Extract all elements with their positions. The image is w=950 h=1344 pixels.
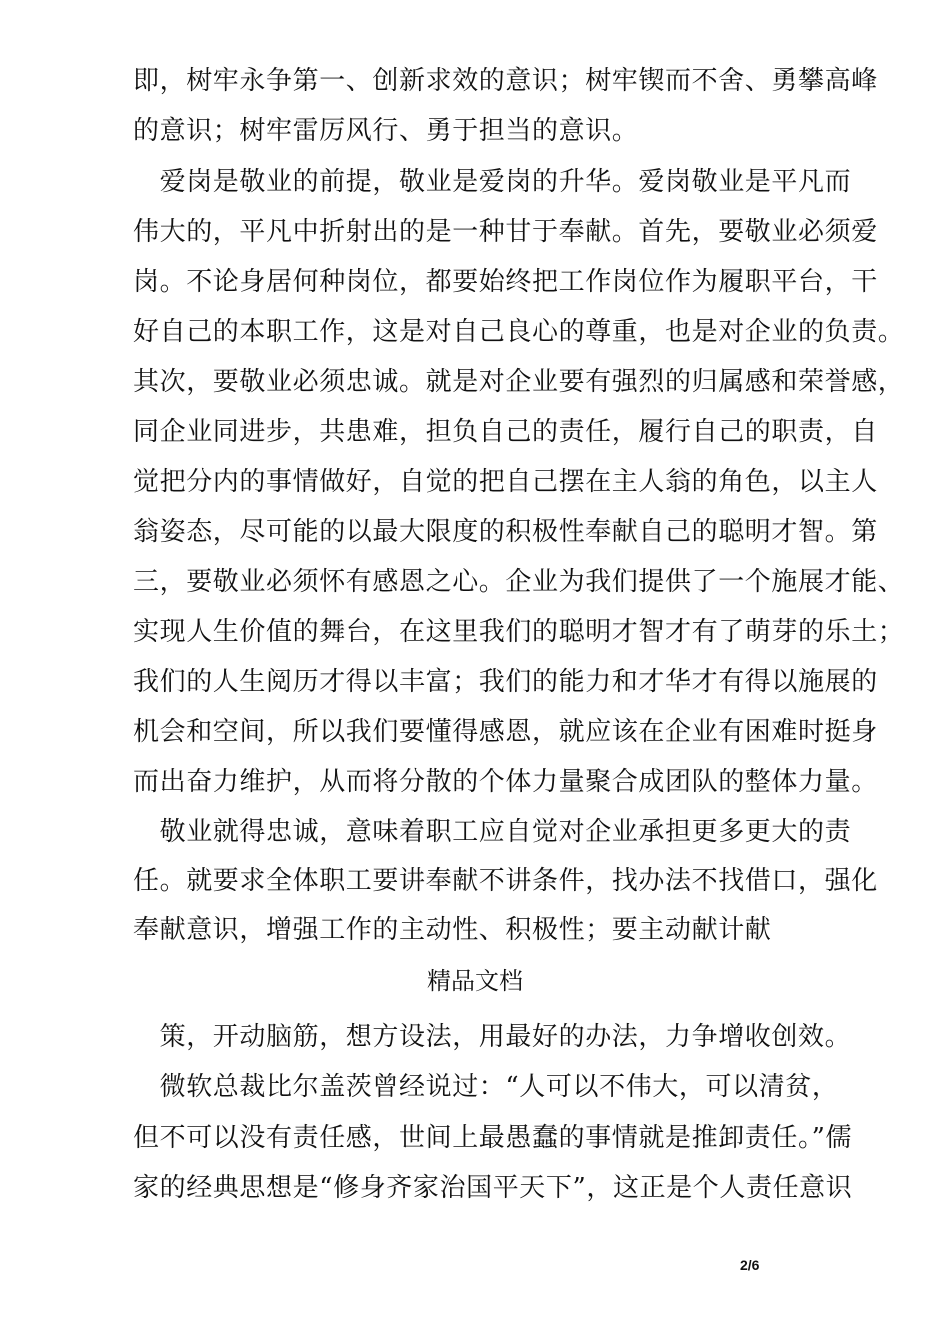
text-line: 机会和空间，所以我们要懂得感恩，就应该在企业有困难时挺身 xyxy=(133,717,878,747)
text-line: 其次，要敬业必须忠诚。就是对企业要有强烈的归属感和荣誉感， xyxy=(133,367,905,397)
text-line: 翁姿态，尽可能的以最大限度的积极性奉献自己的聪明才智。第 xyxy=(133,517,878,547)
page-number: 2/6 xyxy=(740,1257,760,1273)
text-line: 奉献意识，增强工作的主动性、积极性；要主动献计献 xyxy=(133,915,772,945)
text-line: 觉把分内的事情做好，自觉的把自己摆在主人翁的角色，以主人 xyxy=(133,467,878,497)
text-line: 岗。不论身居何种岗位，都要始终把工作岗位作为履职平台，干 xyxy=(133,267,878,297)
watermark-label: 精品文档 xyxy=(427,967,523,995)
text-line: 爱岗是敬业的前提，敬业是爱岗的升华。爱岗敬业是平凡而 xyxy=(133,167,852,197)
text-line: 三，要敬业必须怀有感恩之心。企业为我们提供了一个施展才能、 xyxy=(133,567,905,597)
text-line: 实现人生价值的舞台，在这里我们的聪明才智才有了萌芽的乐土； xyxy=(133,617,905,647)
text-line: 而出奋力维护，从而将分散的个体力量聚合成团队的整体力量。 xyxy=(133,767,878,797)
text-line: 伟大的，平凡中折射出的是一种甘于奉献。首先，要敬业必须爱 xyxy=(133,217,878,247)
text-line: 同企业同进步，共患难，担负自己的责任，履行自己的职责，自 xyxy=(133,417,878,447)
text-line: 家的经典思想是“修身齐家治国平天下”，这正是个人责任意识 xyxy=(133,1173,853,1203)
text-line: 微软总裁比尔盖茨曾经说过：“人可以不伟大，可以清贫， xyxy=(133,1072,839,1102)
text-line: 我们的人生阅历才得以丰富；我们的能力和才华才有得以施展的 xyxy=(133,667,878,697)
text-line: 策，开动脑筋，想方设法，用最好的办法，力争增收创效。 xyxy=(133,1022,852,1052)
text-line: 敬业就得忠诚，意味着职工应自觉对企业承担更多更大的责 xyxy=(133,817,852,847)
text-line: 的意识；树牢雷厉风行、勇于担当的意识。 xyxy=(133,116,639,146)
text-line: 好自己的本职工作，这是对自己良心的尊重，也是对企业的负责。 xyxy=(133,317,905,347)
text-line: 但不可以没有责任感，世间上最愚蠢的事情就是推卸责任。”儒 xyxy=(133,1123,853,1153)
text-line: 任。就要求全体职工要讲奉献不讲条件，找办法不找借口，强化 xyxy=(133,866,878,896)
text-line: 即，树牢永争第一、创新求效的意识；树牢锲而不舍、勇攀高峰 xyxy=(133,66,878,96)
